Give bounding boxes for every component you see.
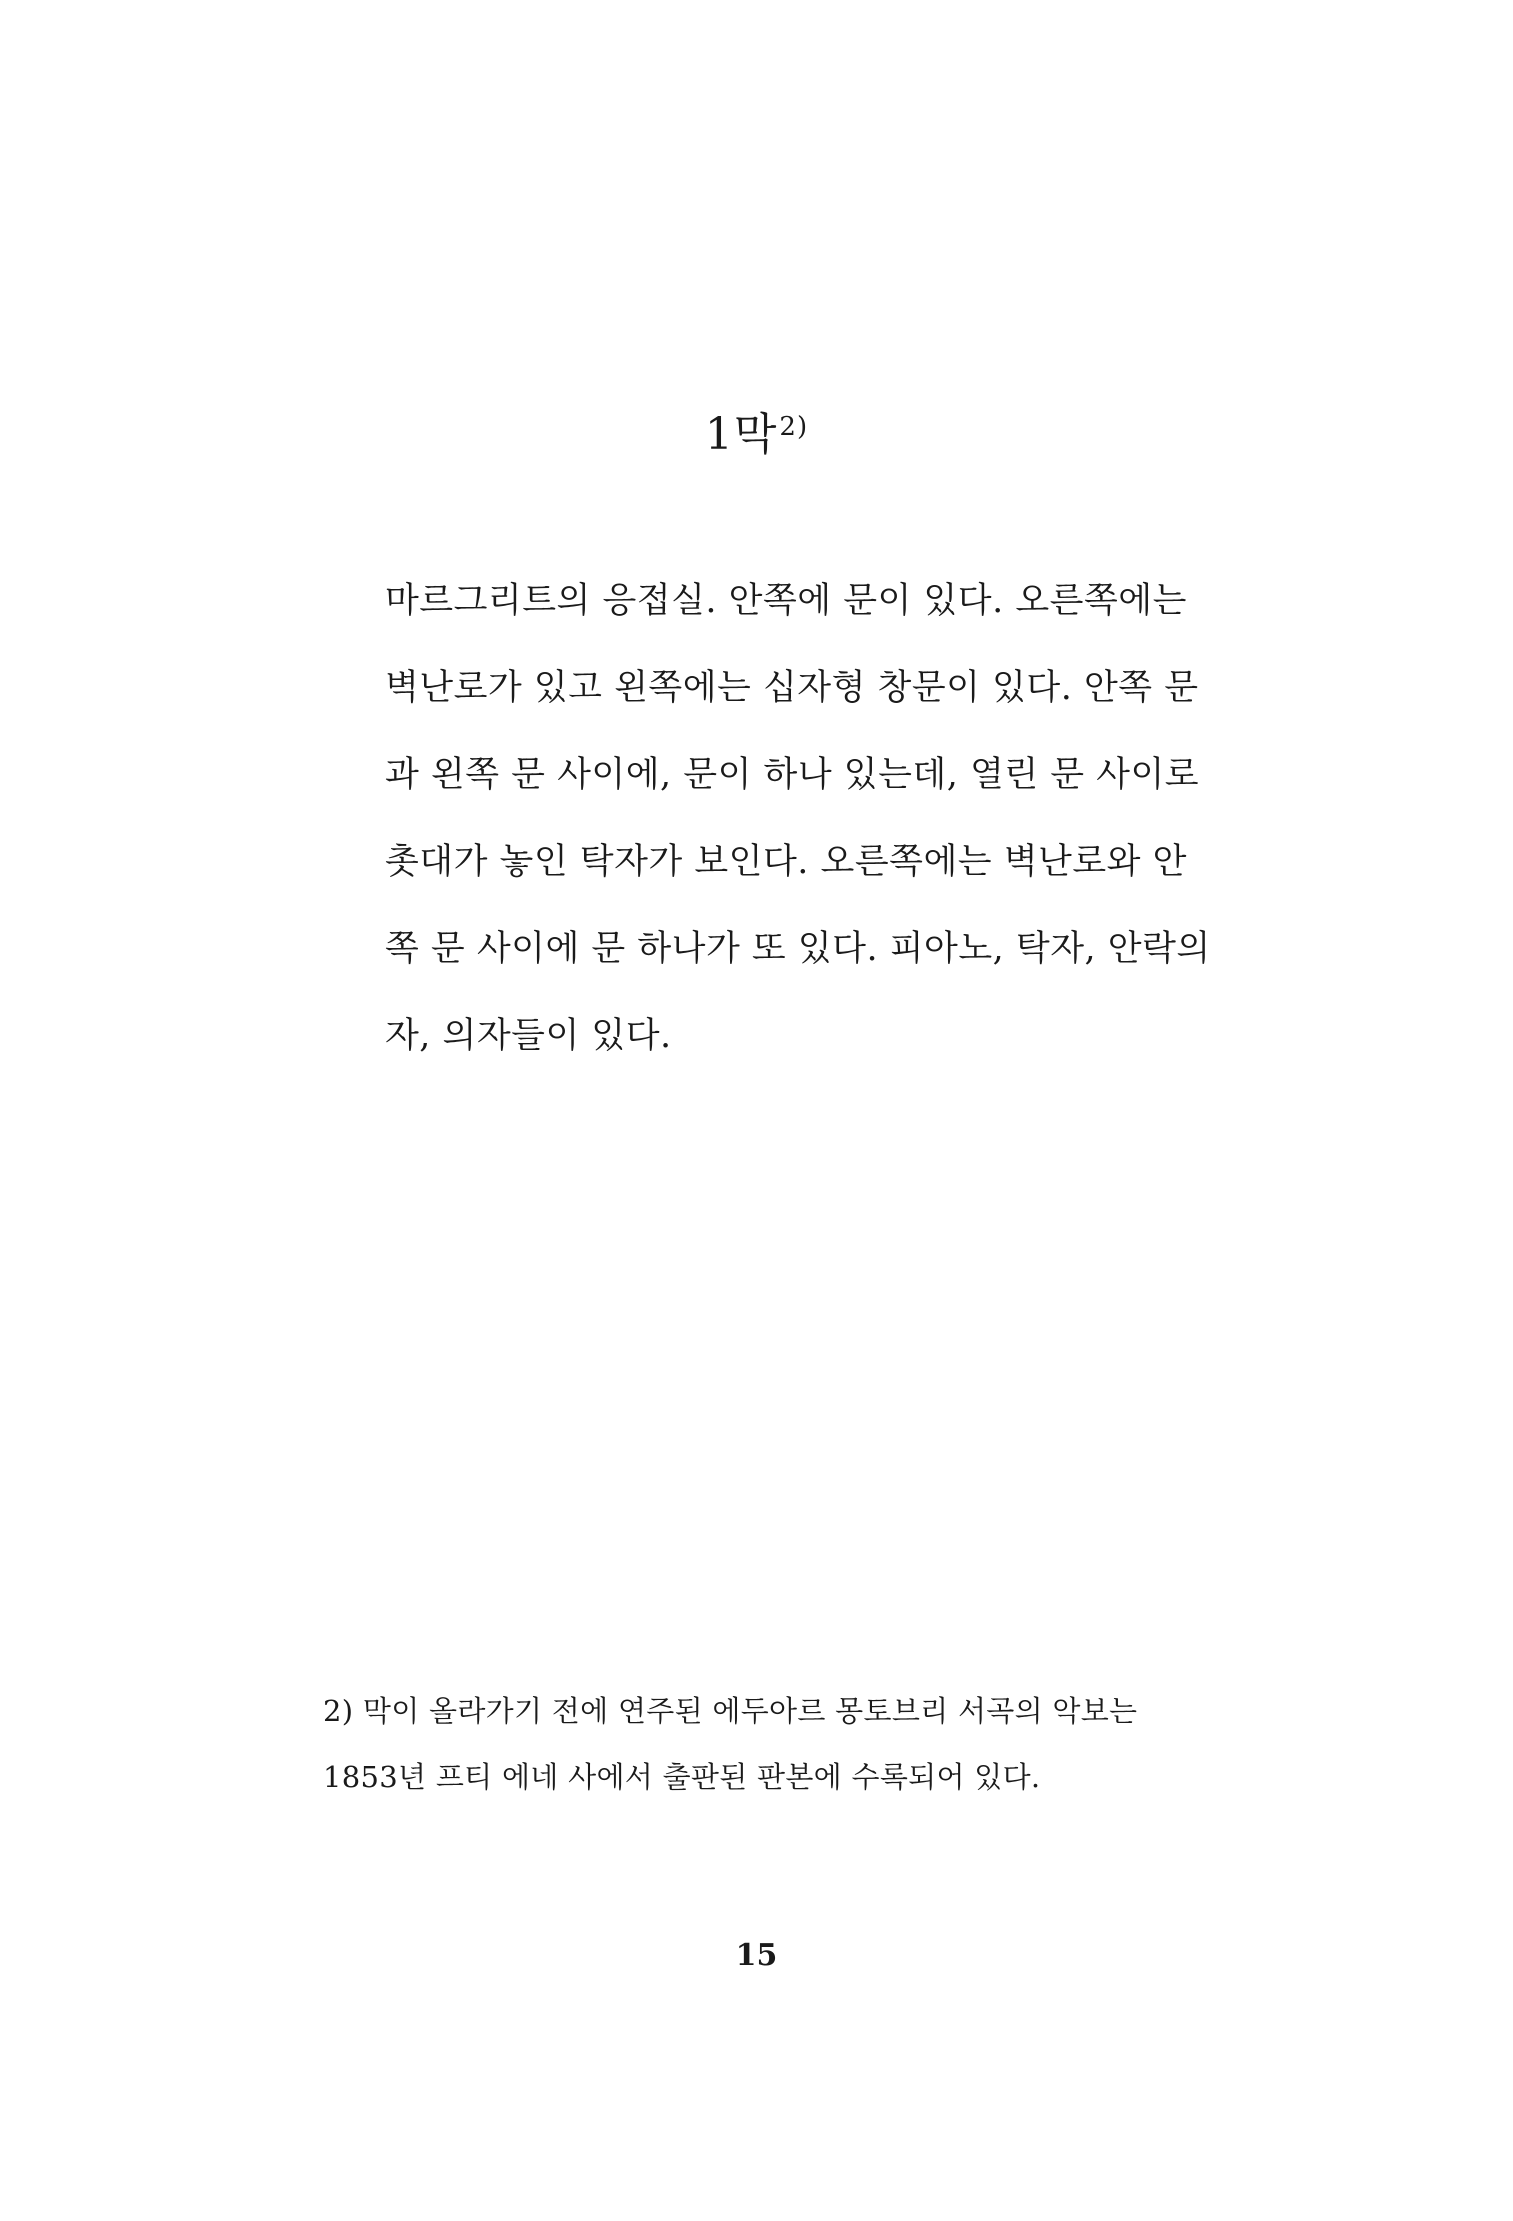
stage-direction-line: 과 왼쪽 문 사이에, 문이 하나 있는데, 열린 문 사이로 (385, 755, 1200, 795)
stage-direction-line: 벽난로가 있고 왼쪽에는 십자형 창문이 있다. 안쪽 문 (385, 668, 1199, 708)
footnote-line: 1853년 프티 에네 사에서 출판된 판본에 수록되어 있다. (323, 1760, 1041, 1794)
stage-direction (385, 558, 1211, 1080)
stage-direction-line: 자, 의자들이 있다. (385, 1016, 672, 1056)
stage-direction-line: 마르그리트의 응접실. 안쪽에 문이 있다. 오른쪽에는 (385, 581, 1187, 621)
page-number: 15 (735, 1938, 778, 1973)
stage-direction-line: 쪽 문 사이에 문 하나가 또 있다. 피아노, 탁자, 안락의 (385, 929, 1211, 969)
act-heading (0, 405, 1513, 465)
stage-direction-line: 촛대가 놓인 탁자가 보인다. 오른쪽에는 벽난로와 안 (385, 842, 1187, 882)
footnote-reference: 2) (779, 412, 809, 442)
footnote (323, 1678, 1263, 1810)
act-title: 1막 (704, 409, 778, 460)
footnote-line: 2) 막이 올라가기 전에 연주된 에두아르 몽토브리 서곡의 악보는 (323, 1694, 1138, 1728)
